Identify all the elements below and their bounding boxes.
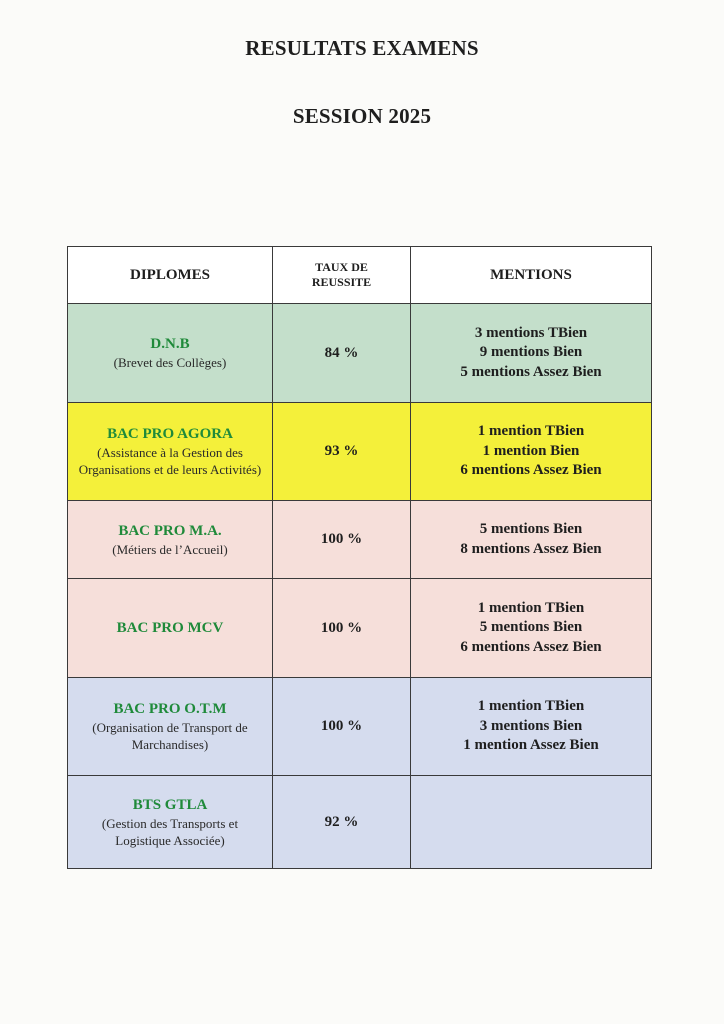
diploma-name: BTS GTLA (132, 796, 208, 813)
mentions-cell (411, 501, 652, 579)
mention-line: 1 mention TBien (477, 423, 585, 440)
diploma-name: D.N.B (150, 336, 190, 352)
mention-line: 1 mention TBien (477, 599, 585, 616)
mention-line: 9 mentions Bien (479, 344, 583, 361)
diploma-name: BAC PRO AGORA (107, 426, 233, 442)
success-rate-cell: 92 % (273, 776, 411, 869)
diploma-description: (Gestion des Transports et Logistique Associée) (101, 815, 239, 848)
mention-line: 1 mention Assez Bien (463, 737, 599, 754)
mention-line: 6 mentions Assez Bien (460, 462, 602, 479)
mention-line: 5 mentions Bien (479, 521, 583, 537)
diploma-description: (Métiers de l’Accueil) (112, 541, 228, 557)
mention-line: 1 mention Bien (482, 442, 580, 459)
success-rate-cell: 84 % (273, 304, 411, 403)
diploma-description: (Organisation de Transport de Marchandises) (92, 720, 248, 752)
diploma-description: (Assistance à la Gestion des Organisations et de leurs Activités) (78, 445, 262, 477)
diploma-description: (Brevet des Collèges) (113, 355, 227, 370)
header-mentions: MENTIONS (411, 247, 652, 304)
header-row (68, 247, 652, 304)
header-taux-line1: TAUX DE (315, 260, 368, 274)
mention-line: 5 mentions Bien (479, 619, 583, 636)
page-title: RESULTATS EXAMENS (245, 36, 479, 60)
results-table (67, 246, 652, 869)
mention-line: 1 mention TBien (477, 698, 585, 715)
diploma-cell (68, 501, 273, 579)
mention-line: 3 mentions TBien (474, 324, 588, 341)
table-row (68, 403, 652, 501)
table-row (68, 678, 652, 776)
mention-line: 5 mentions Assez Bien (460, 363, 602, 380)
diploma-cell (68, 678, 273, 776)
mentions-cell (411, 304, 652, 403)
table-row (68, 776, 652, 869)
mentions-cell (411, 403, 652, 501)
success-rate-cell: 93 % (273, 403, 411, 501)
success-rate-cell: 100 % (273, 501, 411, 579)
mention-line: 6 mentions Assez Bien (460, 638, 602, 655)
success-rate-cell: 100 % (273, 678, 411, 776)
table-row (68, 579, 652, 678)
header-diplomes: DIPLOMES (68, 247, 273, 304)
diploma-cell (68, 579, 273, 678)
mention-line: 3 mentions Bien (479, 717, 583, 734)
mentions-cell (411, 678, 652, 776)
diploma-cell (68, 776, 273, 869)
mention-line: 8 mentions Assez Bien (460, 540, 602, 557)
diploma-name: BAC PRO MCV (116, 619, 224, 636)
mentions-cell (411, 776, 652, 869)
header-taux-reussite (273, 247, 411, 304)
diploma-name: BAC PRO M.A. (118, 522, 222, 539)
header-taux-line2: REUSSITE (311, 275, 372, 289)
mentions-cell (411, 579, 652, 678)
table-row (68, 304, 652, 403)
diploma-cell (68, 403, 273, 501)
diploma-name: BAC PRO O.T.M (113, 701, 227, 717)
session-title: SESSION 2025 (292, 104, 432, 128)
table-row (68, 501, 652, 579)
diploma-cell (68, 304, 273, 403)
success-rate-cell: 100 % (273, 579, 411, 678)
